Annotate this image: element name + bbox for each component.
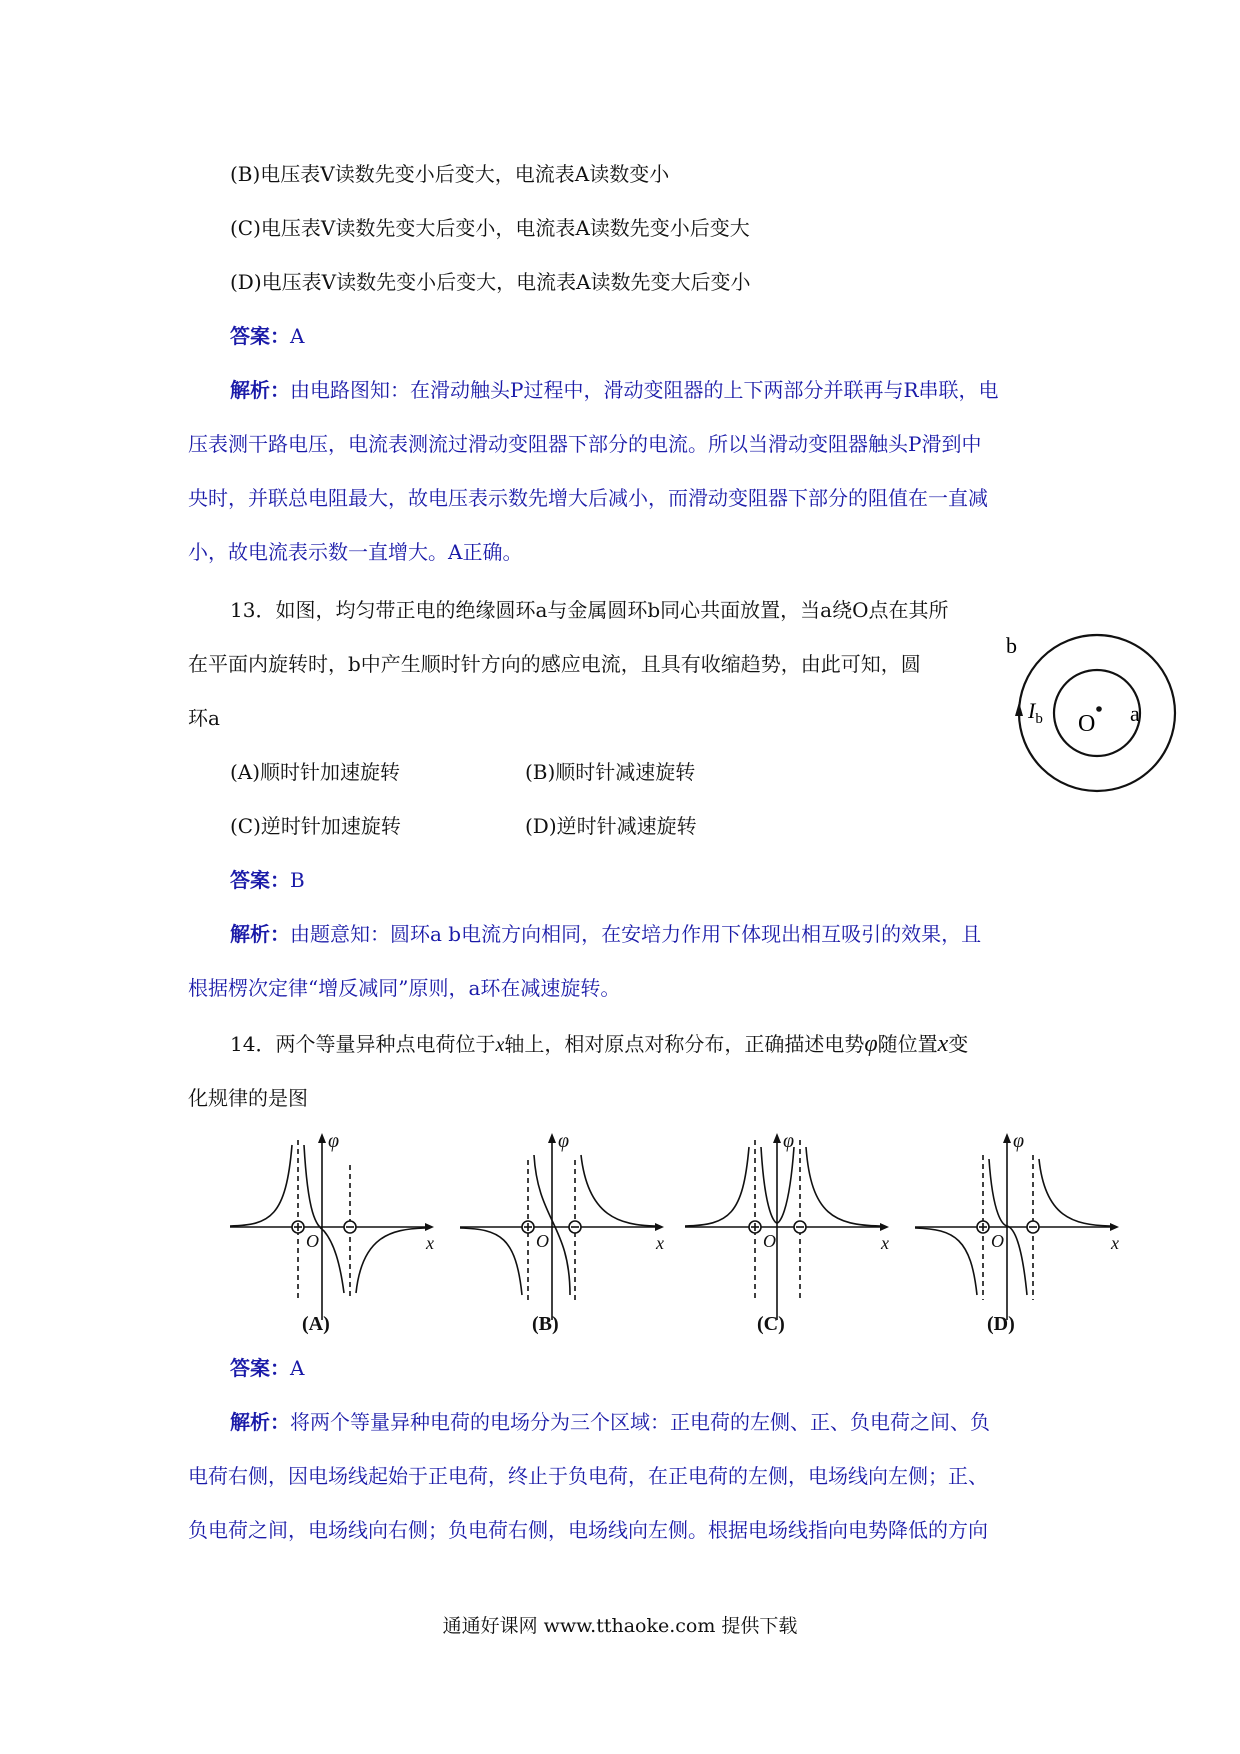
q13-stem-line-3: 环a bbox=[188, 706, 220, 730]
q14-var-phi: φ bbox=[864, 1031, 878, 1057]
graph-d-x-arrow-icon bbox=[1110, 1223, 1119, 1231]
graph-d-curve-left bbox=[915, 1228, 977, 1295]
graph-c-x-arrow-icon bbox=[880, 1223, 889, 1231]
q13-answer-value: B bbox=[290, 868, 305, 892]
q12-option-d: (D)电压表V读数先变小后变大，电流表A读数先变大后变小 bbox=[230, 270, 751, 294]
q12-analysis-text-1: 由电路图知：在滑动触头P过程中，滑动变阻器的上下两部分并联再与R串联，电 bbox=[290, 378, 999, 402]
page-footer: 通通好课网 www.tthaoke.com 提供下载 bbox=[442, 1615, 798, 1637]
q13-analysis-line-1 bbox=[230, 920, 981, 948]
graph-b-curve-left bbox=[460, 1228, 522, 1295]
q14-answer-label: 答案： bbox=[230, 1356, 290, 1380]
graph-b bbox=[460, 1130, 664, 1335]
q12-analysis-line-3: 央时，并联总电阻最大，故电压表示数先增大后减小，而滑动变阻器下部分的阻值在一直减 bbox=[188, 486, 988, 510]
graph-c bbox=[685, 1130, 889, 1335]
graph-b-phi-label: φ bbox=[558, 1130, 570, 1152]
q13-answer-label: 答案： bbox=[230, 868, 290, 892]
q13-analysis-line-2: 根据楞次定律“增反减同”原则，a环在减速旋转。 bbox=[188, 976, 621, 1000]
graph-d bbox=[915, 1130, 1119, 1335]
q14-stem-line-2: 化规律的是图 bbox=[188, 1086, 308, 1110]
q13-ring-figure bbox=[1000, 630, 1180, 800]
q14-analysis-label: 解析： bbox=[230, 1410, 290, 1434]
graph-b-curve-right bbox=[581, 1155, 655, 1226]
q14-answer-value: A bbox=[290, 1356, 305, 1380]
graph-c-phi-label: φ bbox=[783, 1130, 795, 1152]
q14-stem-line-1 bbox=[230, 1030, 968, 1059]
graph-a-origin-label: O bbox=[306, 1231, 319, 1251]
q13-stem-line-1: 13．如图，均匀带正电的绝缘圆环a与金属圆环b同心共面放置，当a绕O点在其所 bbox=[230, 598, 949, 622]
q12-analysis-line-2: 压表测干路电压，电流表测流过滑动变阻器下部分的电流。所以当滑动变阻器触头P滑到中 bbox=[188, 432, 982, 456]
q12-answer-value: A bbox=[290, 324, 305, 348]
q14-graphs bbox=[220, 1125, 1140, 1340]
q14-stem-part-4: 变 bbox=[948, 1032, 969, 1056]
label-i: I bbox=[1028, 698, 1036, 723]
graph-a-x-arrow-icon bbox=[425, 1223, 434, 1231]
q12-analysis-line-4: 小，故电流表示数一直增大。A正确。 bbox=[188, 540, 523, 564]
graph-d-y-arrow-icon bbox=[1003, 1133, 1011, 1143]
current-arrow-icon bbox=[1015, 702, 1023, 716]
graph-a-phi-label: φ bbox=[328, 1130, 340, 1152]
q14-var-x2: x bbox=[937, 1031, 949, 1057]
graph-c-curve-right bbox=[806, 1147, 880, 1226]
graph-b-y-arrow-icon bbox=[548, 1133, 556, 1143]
q12-analysis-line-1 bbox=[230, 376, 999, 404]
q14-analysis-line-3: 负电荷之间，电场线向右侧；负电荷右侧，电场线向左侧。根据电场线指向电势降低的方向 bbox=[188, 1518, 988, 1542]
q13-analysis-text-1: 由题意知：圆环a b电流方向相同，在安培力作用下体现出相互吸引的效果，且 bbox=[290, 922, 982, 946]
graph-a-y-arrow-icon bbox=[318, 1133, 326, 1143]
graph-a-caption: (A) bbox=[302, 1313, 330, 1335]
graph-c-y-arrow-icon bbox=[773, 1133, 781, 1143]
graph-d-origin-label: O bbox=[991, 1231, 1004, 1251]
label-i-sub: b bbox=[1035, 711, 1043, 727]
q12-option-c: (C)电压表V读数先变大后变小，电流表A读数先变小后变大 bbox=[230, 216, 750, 240]
q13-stem-line-2: 在平面内旋转时，b中产生顺时针方向的感应电流，且具有收缩趋势，由此可知，圆 bbox=[188, 652, 921, 676]
graph-a-curve-right bbox=[356, 1228, 425, 1293]
graph-a bbox=[230, 1130, 434, 1335]
label-ib bbox=[1027, 698, 1043, 727]
graph-a-x-label: x bbox=[426, 1233, 434, 1253]
graph-b-origin-label: O bbox=[536, 1231, 549, 1251]
q13-option-a: (A)顺时针加速旋转 bbox=[230, 760, 401, 784]
q12-answer-label: 答案： bbox=[230, 324, 290, 348]
graph-d-phi-label: φ bbox=[1013, 1130, 1025, 1152]
graph-d-caption: (D) bbox=[987, 1313, 1015, 1335]
q13-answer bbox=[230, 866, 305, 894]
q13-option-d: (D)逆时针减速旋转 bbox=[525, 814, 697, 838]
graph-c-caption: (C) bbox=[757, 1313, 785, 1335]
graph-d-x-label: x bbox=[1111, 1233, 1119, 1253]
graph-c-curve-left bbox=[685, 1147, 749, 1226]
graph-a-curve-left bbox=[230, 1145, 292, 1226]
q14-var-x: x bbox=[495, 1034, 505, 1056]
graph-c-x-label: x bbox=[881, 1233, 889, 1253]
q13-option-b: (B)顺时针减速旋转 bbox=[525, 760, 696, 784]
ring-a bbox=[1054, 670, 1140, 756]
label-b: b bbox=[1006, 633, 1017, 658]
q14-stem-part-1: 14．两个等量异种点电荷位于 bbox=[230, 1032, 496, 1056]
q12-analysis-label: 解析： bbox=[230, 378, 290, 402]
q14-answer bbox=[230, 1354, 304, 1382]
q14-stem-part-3: 随位置 bbox=[877, 1032, 938, 1056]
label-a: a bbox=[1130, 701, 1140, 726]
label-o: O bbox=[1078, 711, 1096, 737]
graph-d-curve-right bbox=[1039, 1159, 1110, 1226]
graph-a-curve-middle bbox=[304, 1145, 344, 1293]
q14-analysis-line-1 bbox=[230, 1408, 990, 1436]
graph-b-x-label: x bbox=[656, 1233, 664, 1253]
q13-analysis-label: 解析： bbox=[230, 922, 290, 946]
q12-answer bbox=[230, 322, 304, 350]
center-point-o bbox=[1096, 706, 1102, 712]
q13-option-c: (C)逆时针加速旋转 bbox=[230, 814, 401, 838]
q14-analysis-text-1: 将两个等量异种电荷的电场分为三个区域：正电荷的左侧、正、负电荷之间、负 bbox=[290, 1410, 990, 1434]
q14-analysis-line-2: 电荷右侧，因电场线起始于正电荷，终止于负电荷，在正电荷的左侧，电场线向左侧；正、 bbox=[188, 1464, 988, 1488]
q12-option-b: (B)电压表V读数先变小后变大，电流表A读数变小 bbox=[230, 162, 670, 186]
graph-c-origin-label: O bbox=[763, 1231, 776, 1251]
graph-b-caption: (B) bbox=[532, 1313, 559, 1335]
q14-stem-part-2: 轴上，相对原点对称分布，正确描述电势 bbox=[504, 1032, 865, 1056]
graph-b-x-arrow-icon bbox=[655, 1223, 664, 1231]
